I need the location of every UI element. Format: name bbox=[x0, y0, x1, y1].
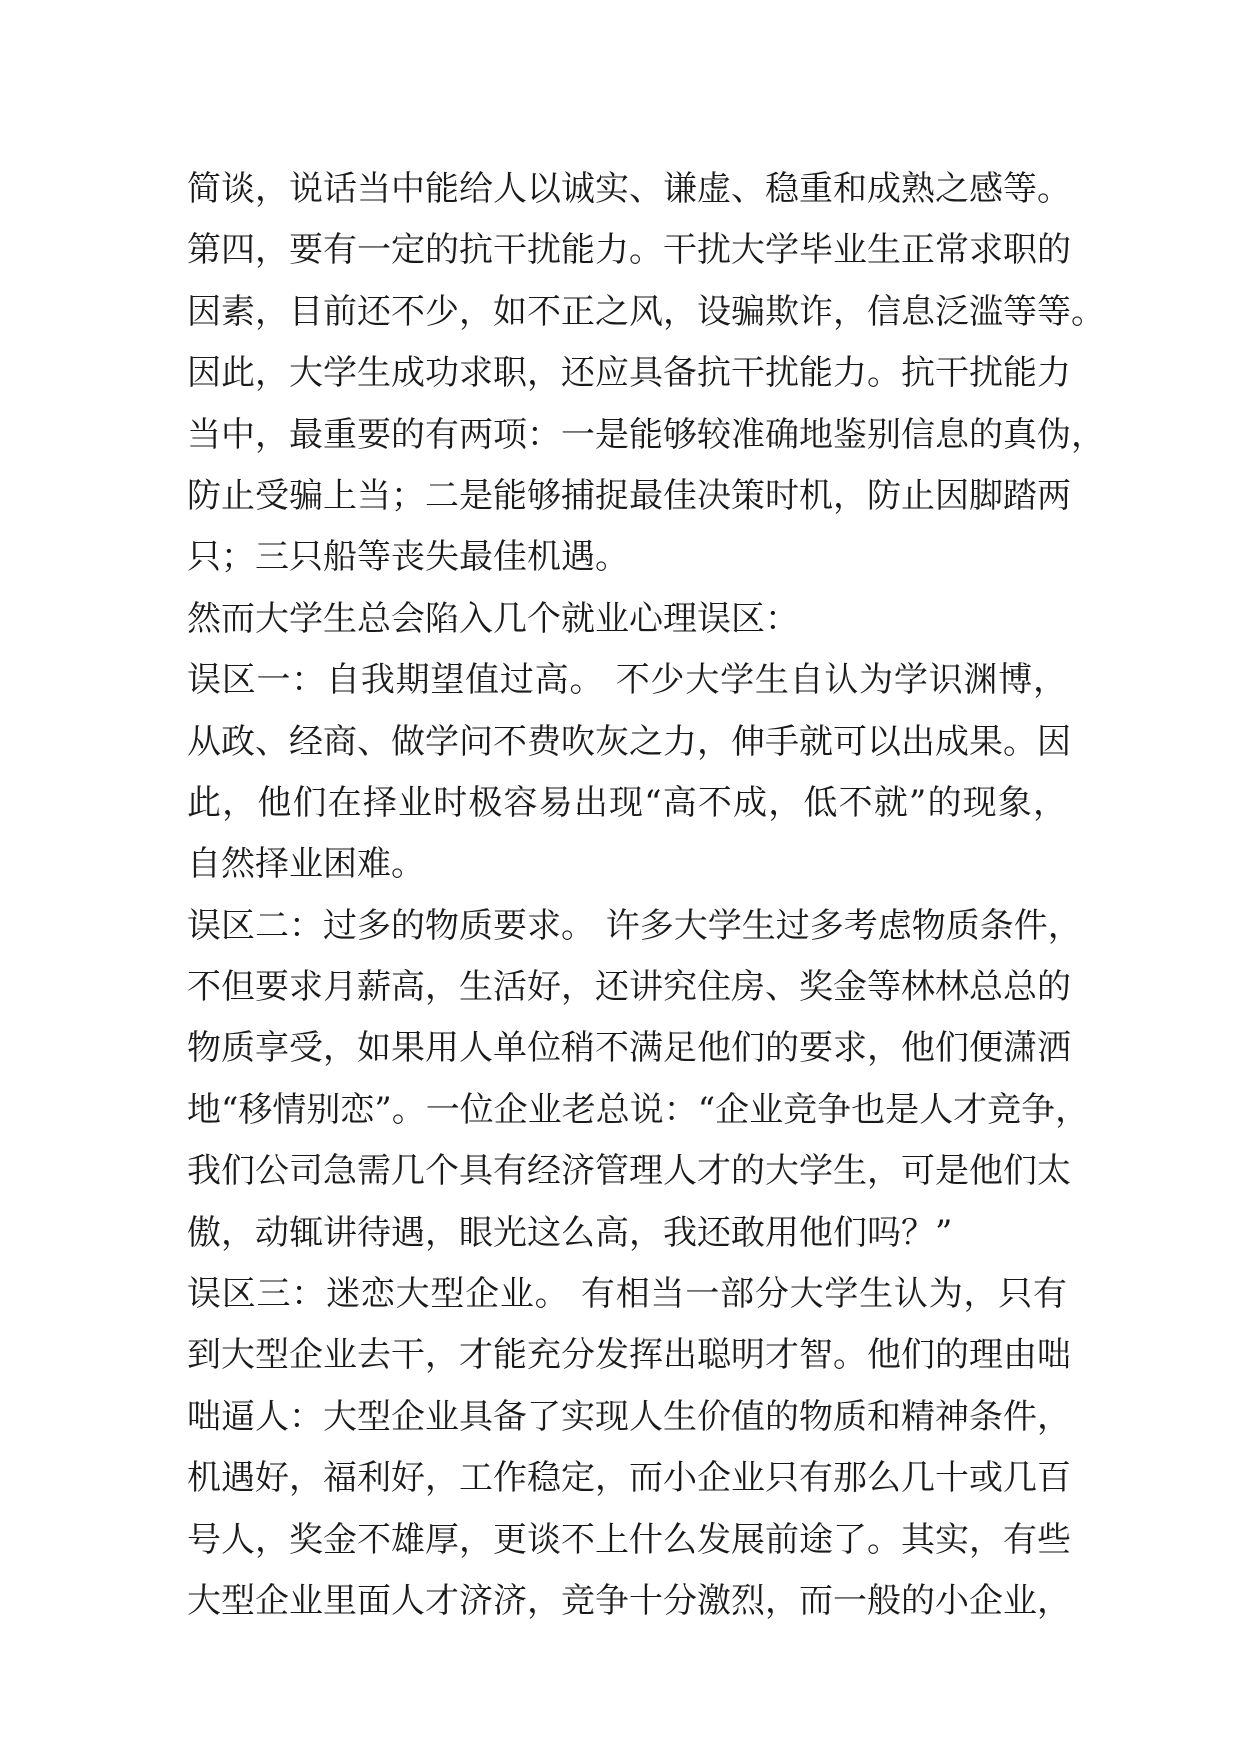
text-line: 机遇好，福利好，工作稳定，而小企业只有那么几十或几百 bbox=[187, 1458, 1071, 1499]
text-line: 从政、经商、做学问不费吹灰之力，伸手就可以出成果。因 bbox=[187, 721, 1071, 762]
text-line: 误区一：自我期望值过高。 不少大学生自认为学识渊博， bbox=[187, 660, 1067, 701]
text-line: 不但要求月薪高，生活好，还讲究住房、奖金等林林总总的 bbox=[187, 967, 1071, 1008]
text-line: 咄逼人：大型企业具备了实现人生价值的物质和精神条件， bbox=[187, 1396, 1071, 1437]
text-line: 误区二：过多的物质要求。 许多大学生过多考虑物质条件， bbox=[187, 905, 1082, 946]
text-line: 自然择业困难。 bbox=[187, 844, 425, 885]
text-line: 然而大学生总会陷入几个就业心理误区： bbox=[187, 598, 799, 639]
text-line: 物质享受，如果用人单位稍不满足他们的要求，他们便潇洒 bbox=[187, 1028, 1071, 1069]
body-text bbox=[187, 159, 1105, 1632]
text-line: 简谈，说话当中能给人以诚实、谦虚、稳重和成熟之感等。 bbox=[187, 169, 1071, 209]
text-line: 号人，奖金不雄厚，更谈不上什么发展前途了。其实，有些 bbox=[187, 1519, 1071, 1560]
text-line: 傲，动辄讲待遇，眼光这么高，我还敢用他们吗？” bbox=[187, 1212, 953, 1253]
text-line: 我们公司急需几个具有经济管理人才的大学生，可是他们太 bbox=[187, 1151, 1071, 1192]
text-line: 当中，最重要的有两项：一是能够较准确地鉴别信息的真伪， bbox=[187, 414, 1105, 455]
text-line: 大型企业里面人才济济，竞争十分激烈，而一般的小企业， bbox=[187, 1580, 1071, 1621]
text-line: 此，他们在择业时极容易出现“高不成，低不就”的现象， bbox=[187, 782, 1067, 823]
text-line: 只；三只船等丧失最佳机遇。 bbox=[187, 537, 629, 578]
text-line: 误区三：迷恋大型企业。 有相当一部分大学生认为，只有 bbox=[187, 1274, 1067, 1315]
text-line: 第四，要有一定的抗干扰能力。干扰大学毕业生正常求职的 bbox=[187, 230, 1071, 271]
text-line: 因此，大学生成功求职，还应具备抗干扰能力。抗干扰能力 bbox=[187, 353, 1071, 394]
text-line: 到大型企业去干，才能充分发挥出聪明才智。他们的理由咄 bbox=[187, 1335, 1071, 1376]
text-line: 防止受骗上当；二是能够捕捉最佳决策时机，防止因脚踏两 bbox=[187, 475, 1071, 516]
text-line: 因素，目前还不少，如不正之风，设骗欺诈，信息泛滥等等。 bbox=[187, 291, 1105, 332]
text-line: 地“移情别恋”。一位企业老总说：“企业竞争也是人才竞争， bbox=[187, 1089, 1090, 1130]
